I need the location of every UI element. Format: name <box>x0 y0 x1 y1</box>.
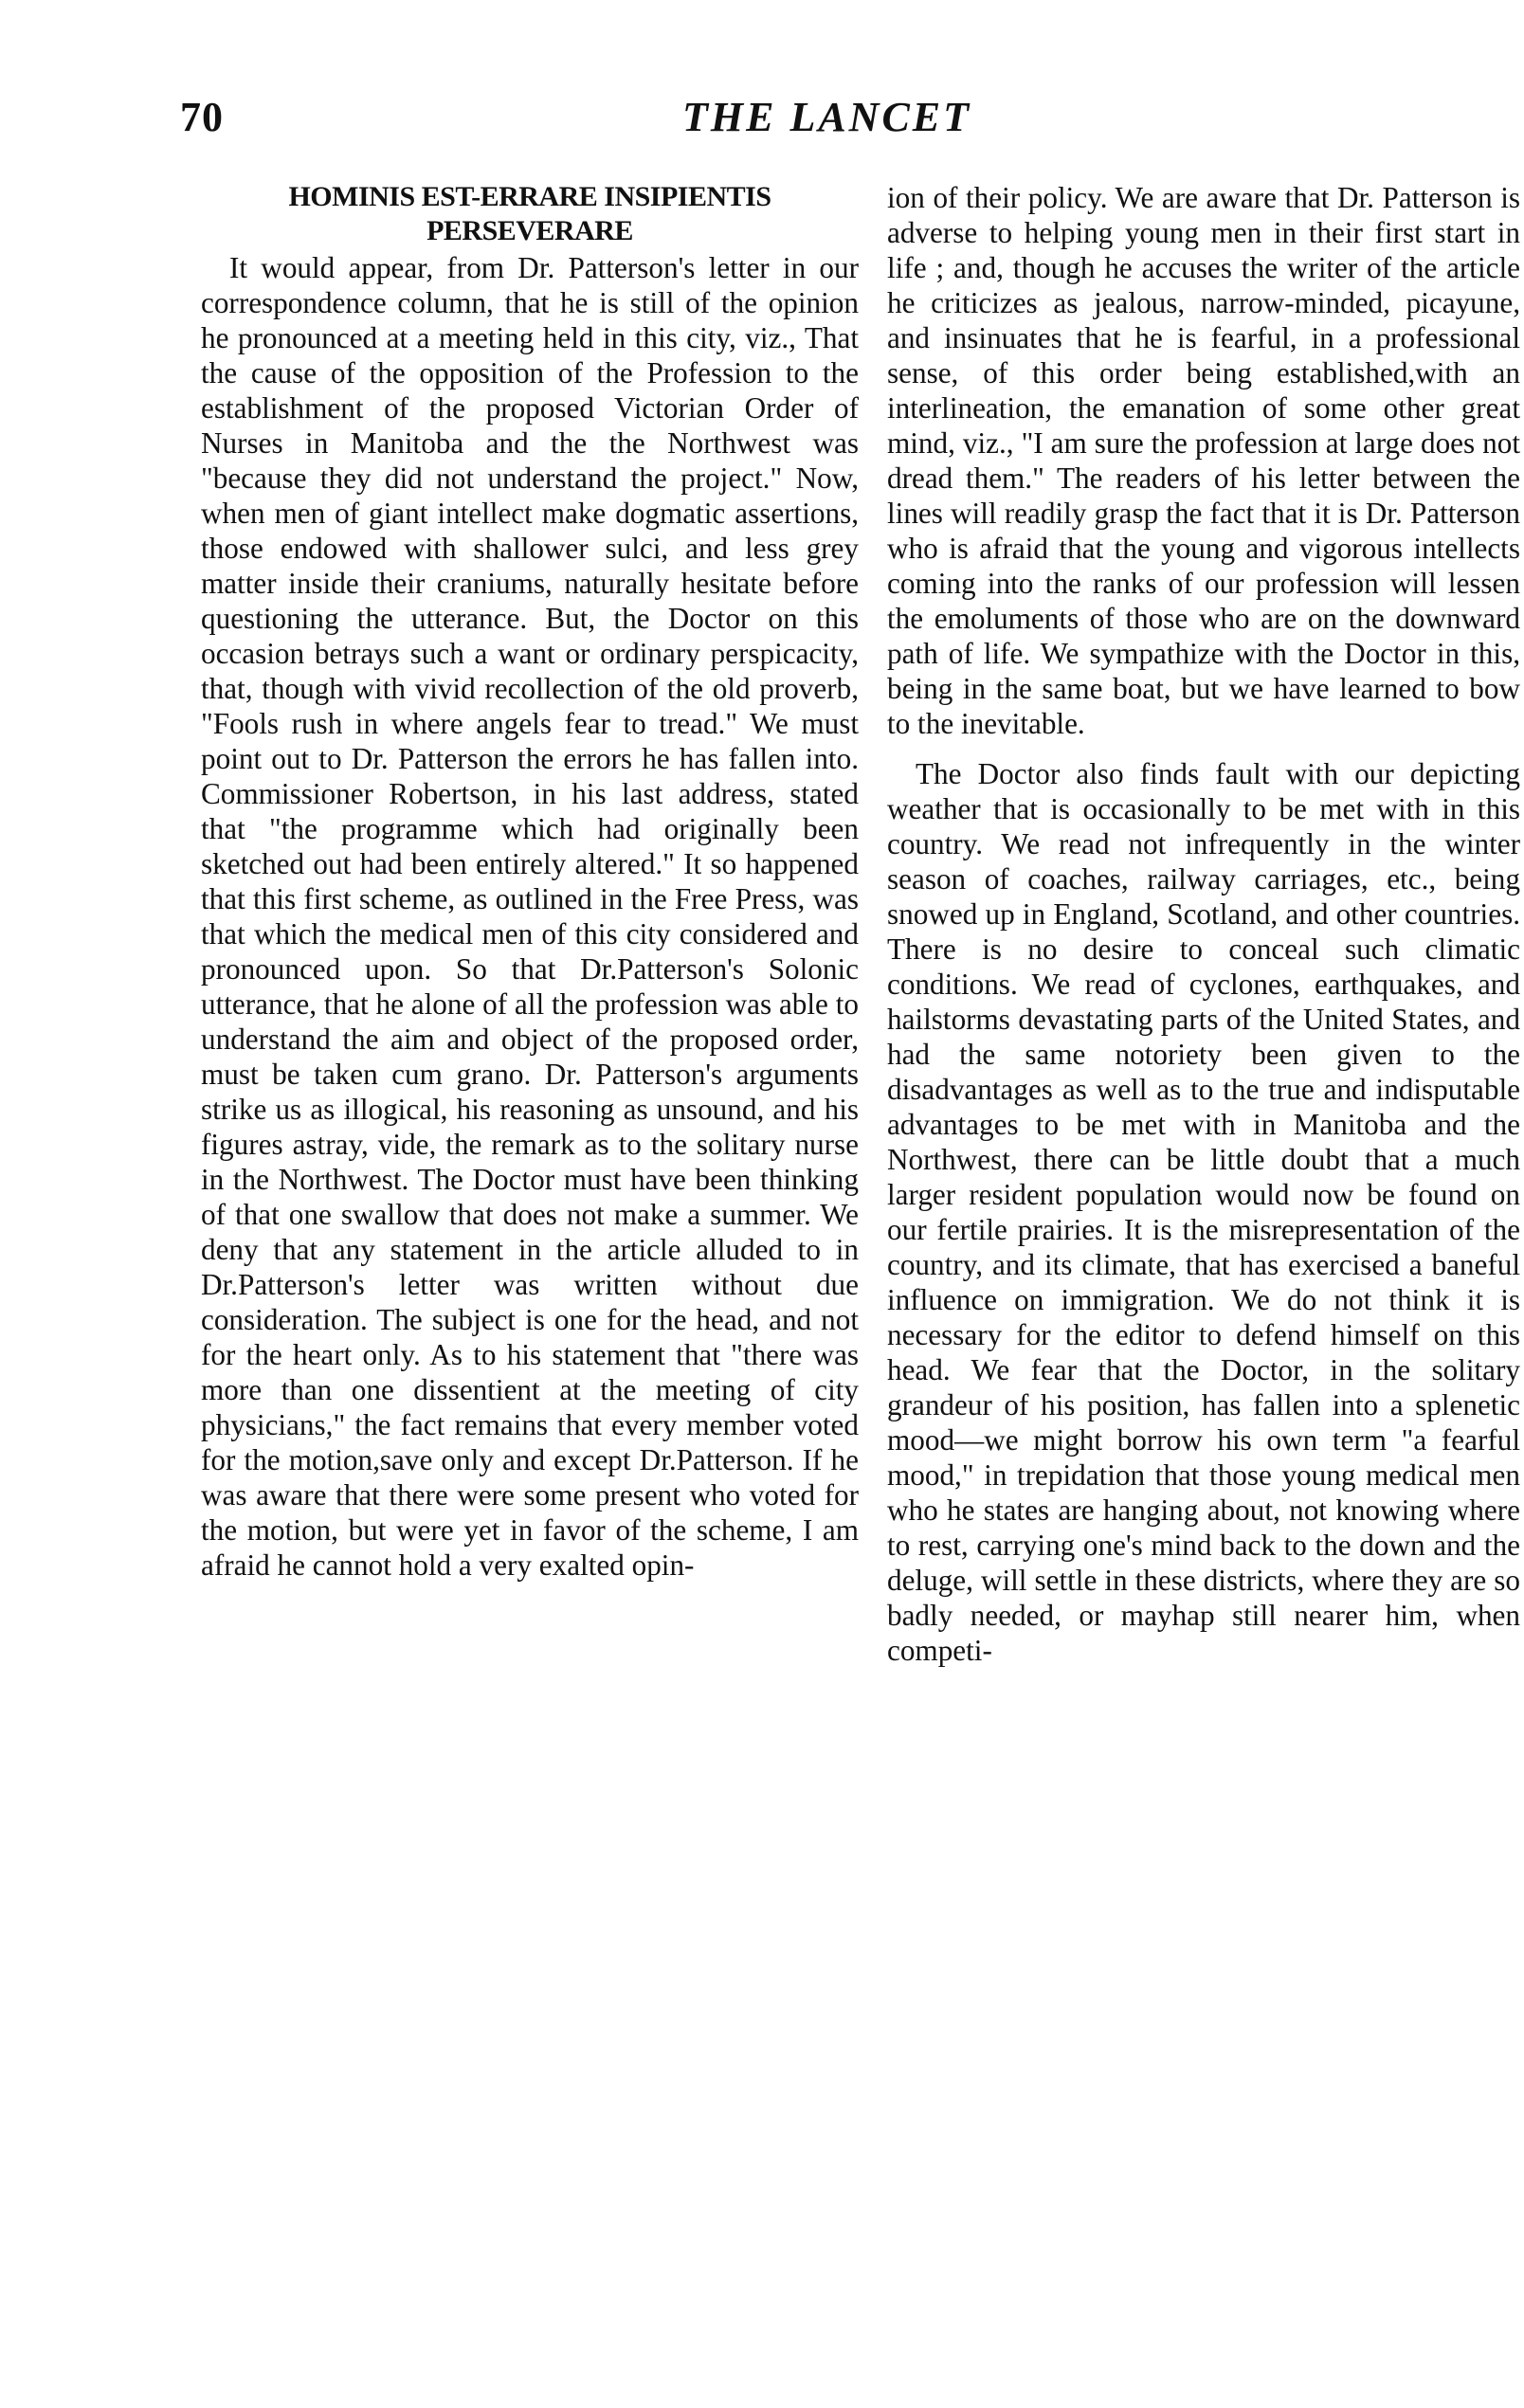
article-paragraph-continued: ion of their policy. We are aware that Dr. Patterson is adverse to helping young men in their first start in life ; and, though he accuses the writer of the article he criticizes as jealous, narrow-minded, picayune, and insinuates that he is fearful, in a professional sense, of this order being established,with an interlineation, the emanation of some other great mind, viz., "I am sure the profession at large does not dread them." The readers of his letter between the lines will readily grasp the fact that it is Dr. Patterson who is afraid that the young and vigorous intellects coming into the ranks of our profession will lessen the emoluments of those who are on the downward path of life. We sympathize with the Doctor in this, being in the same boat, but we have learned to bow to the inevitable. <box>887 181 1520 740</box>
left-column <box>201 180 859 1583</box>
article-heading: HOMINIS EST-ERRARE INSIPIENTIS PERSEVERARE <box>288 181 771 246</box>
running-title: THE LANCET <box>682 94 972 140</box>
page-number: 70 <box>180 94 224 140</box>
right-column <box>887 180 1520 1668</box>
article-paragraph-2: The Doctor also finds fault with our depicting weather that is occasionally to be met with in this country. We read not infrequently in the winter season of coaches, railway carriages, etc., being snowed up in England, Scotland, and other countries. There is no desire to conceal such climatic conditions. We read of cyclones, earthquakes, and hailstorms devastating parts of the United States, and had the same notoriety been given to the disadvantages as well as to the true and indisputable advantages to be met with in Manitoba and the Northwest, there can be little doubt that a much larger resident population would now be found on our fertile prairies. It is the misrepresentation of the country, and its climate, that has exercised a baneful influence on immigration. We do not think it is necessary for the editor to defend himself on this head. We fear that the Doctor, in the solitary grandeur of his position, has fallen into a splenetic mood—we might borrow his own term "a fearful mood," in trepidation that those young medical men who he states are hanging about, not knowing where to rest, carrying one's mind back to the down and the deluge, will settle in these districts, where they are so badly needed, or mayhap still nearer him, when competi- <box>887 757 1520 1667</box>
article-paragraph-1: It would appear, from Dr. Patterson's letter in our correspondence column, that he is still of the opinion he pronounced at a meeting held in this city, viz., That the cause of the opposition of the Profession to the establishment of the proposed Victorian Order of Nurses in Manitoba and the the Northwest was "because they did not understand the project." Now, when men of giant intellect make dogmatic assertions, those endowed with shallower sulci, and less grey matter inside their craniums, naturally hesitate before questioning the utterance. But, the Doctor on this occasion betrays such a want or ordinary perspicacity, that, though with vivid recollection of the old proverb, "Fools rush in where angels fear to tread." We must point out to Dr. Patterson the errors he has fallen into. Commissioner Robertson, in his last address, stated that "the programme which had originally been sketched out had been entirely altered." It so happened that this first scheme, as outlined in the Free Press, was that which the medical men of this city considered and pronounced upon. So that Dr.Patterson's Solonic utterance, that he alone of all the profession was able to understand the aim and object of the proposed order, must be taken cum grano. Dr. Patterson's arguments strike us as illogical, his reasoning as unsound, and his figures astray, vide, the remark as to the solitary nurse in the Northwest. The Doctor must have been thinking of that one swallow that does not make a summer. We deny that any statement in the article alluded to in Dr.Patterson's letter was written without due consideration. The subject is one for the head, and not for the heart only. As to his statement that "there was more than one dissentient at the meeting of city physicians," the fact remains that every member voted for the motion,save only and except Dr.Patterson. If he was aware that there were some present who voted for the motion, but were yet in favor of the scheme, I am afraid he cannot hold a very exalted opin- <box>201 251 859 1582</box>
